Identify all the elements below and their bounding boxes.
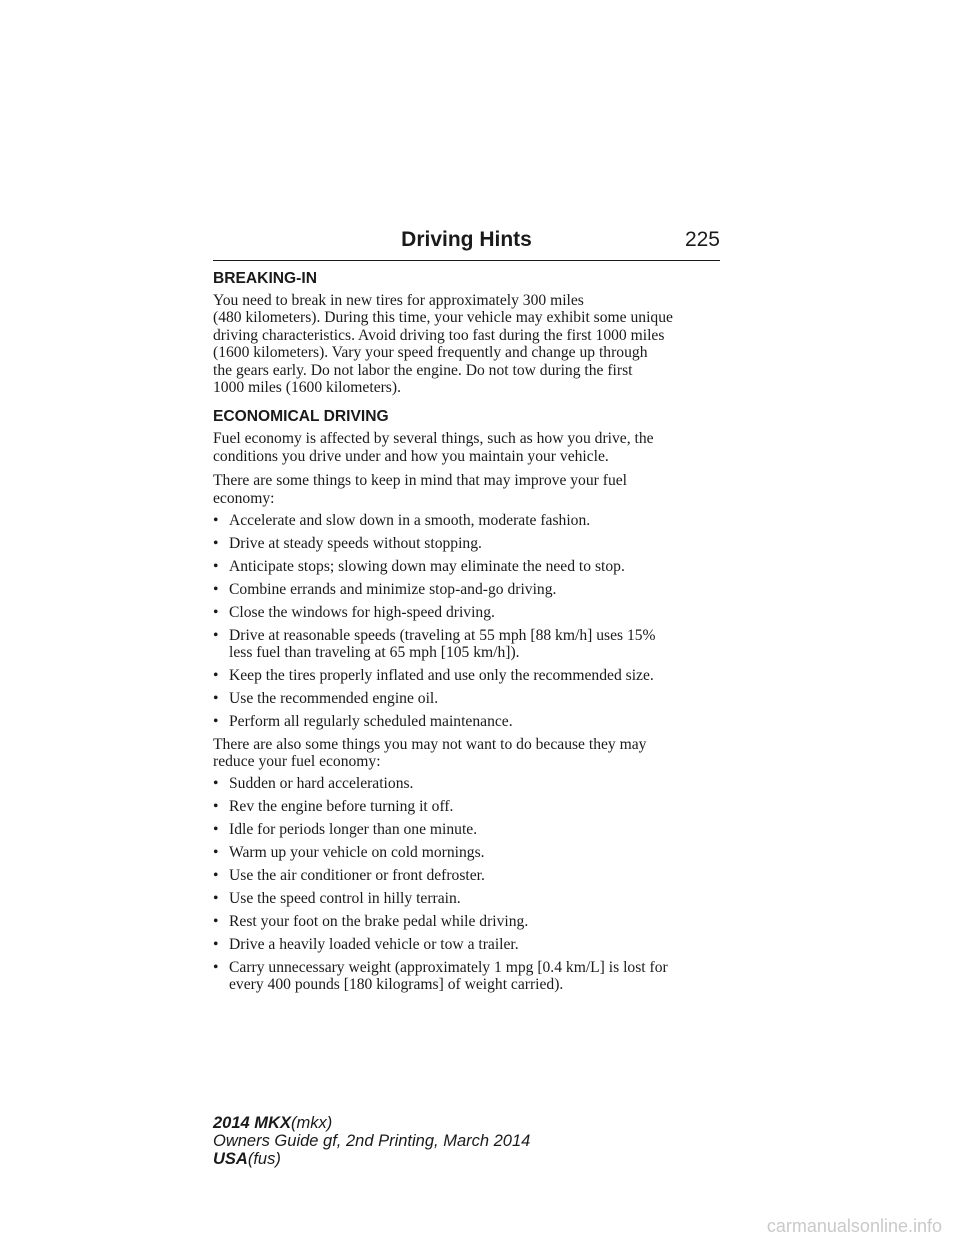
list-item-text: Use the speed control in hilly terrain.	[229, 889, 461, 907]
footer-model-code: (mkx)	[290, 1114, 333, 1132]
list-item	[213, 821, 723, 838]
page-header	[213, 226, 720, 261]
text-line: reduce your fuel economy:	[213, 753, 381, 771]
breaking-in-paragraph	[213, 292, 723, 396]
list-item-text: Rev the engine before turning it off.	[229, 798, 454, 816]
text-line: 1000 miles (1600 kilometers).	[213, 379, 401, 397]
list-item	[213, 775, 723, 792]
list-item	[213, 913, 723, 930]
list-item	[213, 936, 723, 953]
text-line: the gears early. Do not labor the engine. Do not tow during the first	[213, 361, 633, 379]
list-item-text: Drive a heavily loaded vehicle or tow a trailer.	[229, 935, 519, 953]
footer-market	[213, 1150, 530, 1168]
list-item-text: Keep the tires properly inflated and use only the recommended size.	[229, 666, 654, 684]
list-item	[213, 798, 723, 815]
improve-intro	[213, 472, 723, 507]
list-item	[213, 844, 723, 861]
list-item	[213, 713, 723, 730]
text-line: economy:	[213, 489, 275, 507]
text-line: You need to break in new tires for approximately 300 miles	[213, 292, 584, 309]
breaking-in-heading: BREAKING-IN	[213, 270, 317, 287]
page-number: 225	[684, 228, 720, 251]
list-item-text: Drive at reasonable speeds (traveling at 55 mph [88 km/h] uses 15%	[229, 626, 656, 644]
fuel-economy-intro	[213, 430, 723, 465]
list-item-text: Warm up your vehicle on cold mornings.	[229, 844, 485, 862]
list-item-text: Carry unnecessary weight (approximately 1 mpg [0.4 km/L] is lost for	[229, 958, 668, 976]
list-item-text: Use the recommended engine oil.	[229, 689, 439, 707]
list-item-text: Use the air conditioner or front defroster.	[229, 867, 485, 885]
list-item	[213, 867, 723, 884]
list-item-text: Close the windows for high-speed driving.	[229, 603, 495, 621]
improve-list	[213, 512, 723, 730]
text-line: (480 kilometers). During this time, your vehicle may exhibit some unique	[213, 309, 673, 327]
list-item	[213, 535, 723, 552]
list-item-text: Drive at steady speeds without stopping.	[229, 534, 482, 552]
text-line: Fuel economy is affected by several things, such as how you drive, the	[213, 430, 654, 448]
text-line: There are also some things you may not want to do because they may	[213, 735, 647, 753]
list-item	[213, 604, 723, 621]
list-item	[213, 959, 723, 994]
page-content	[213, 270, 723, 994]
list-item-text: Combine errands and minimize stop-and-go driving.	[229, 580, 557, 598]
list-item	[213, 667, 723, 684]
list-item-text: Rest your foot on the brake pedal while driving.	[229, 912, 529, 930]
text-line: There are some things to keep in mind that may improve your fuel	[213, 472, 627, 490]
section-title: Driving Hints	[401, 228, 532, 251]
text-line: (1600 kilometers). Vary your speed frequently and change up through	[213, 344, 648, 362]
list-item-text: every 400 pounds [180 kilograms] of weight carried).	[229, 976, 564, 994]
list-item	[213, 890, 723, 907]
footer-model	[213, 1114, 530, 1132]
reduce-list	[213, 775, 723, 993]
page-footer	[213, 1114, 530, 1168]
list-item	[213, 581, 723, 598]
economical-driving-heading: ECONOMICAL DRIVING	[213, 408, 389, 426]
footer-model-name: 2014 MKX	[213, 1114, 291, 1132]
list-item	[213, 627, 723, 662]
list-item-text: Perform all regularly scheduled maintenance.	[229, 712, 513, 730]
list-item-text: less fuel than traveling at 65 mph [105 km/h]).	[229, 644, 520, 661]
footer-market-name: USA	[213, 1150, 248, 1168]
footer-edition: Owners Guide gf, 2nd Printing, March 2014	[213, 1132, 531, 1150]
list-item	[213, 512, 723, 529]
text-line: driving characteristics. Avoid driving too fast during the first 1000 miles	[213, 326, 665, 344]
text-line: conditions you drive under and how you maintain your vehicle.	[213, 447, 609, 465]
reduce-intro	[213, 736, 723, 771]
list-item-text: Accelerate and slow down in a smooth, moderate fashion.	[229, 512, 591, 530]
footer-market-code: (fus)	[247, 1150, 281, 1168]
list-item-text: Sudden or hard accelerations.	[229, 775, 414, 793]
list-item-text: Anticipate stops; slowing down may eliminate the need to stop.	[229, 557, 625, 575]
watermark: carmanualsonline.info	[766, 1216, 942, 1236]
list-item	[213, 558, 723, 575]
list-item-text: Idle for periods longer than one minute.	[229, 821, 478, 839]
list-item	[213, 690, 723, 707]
